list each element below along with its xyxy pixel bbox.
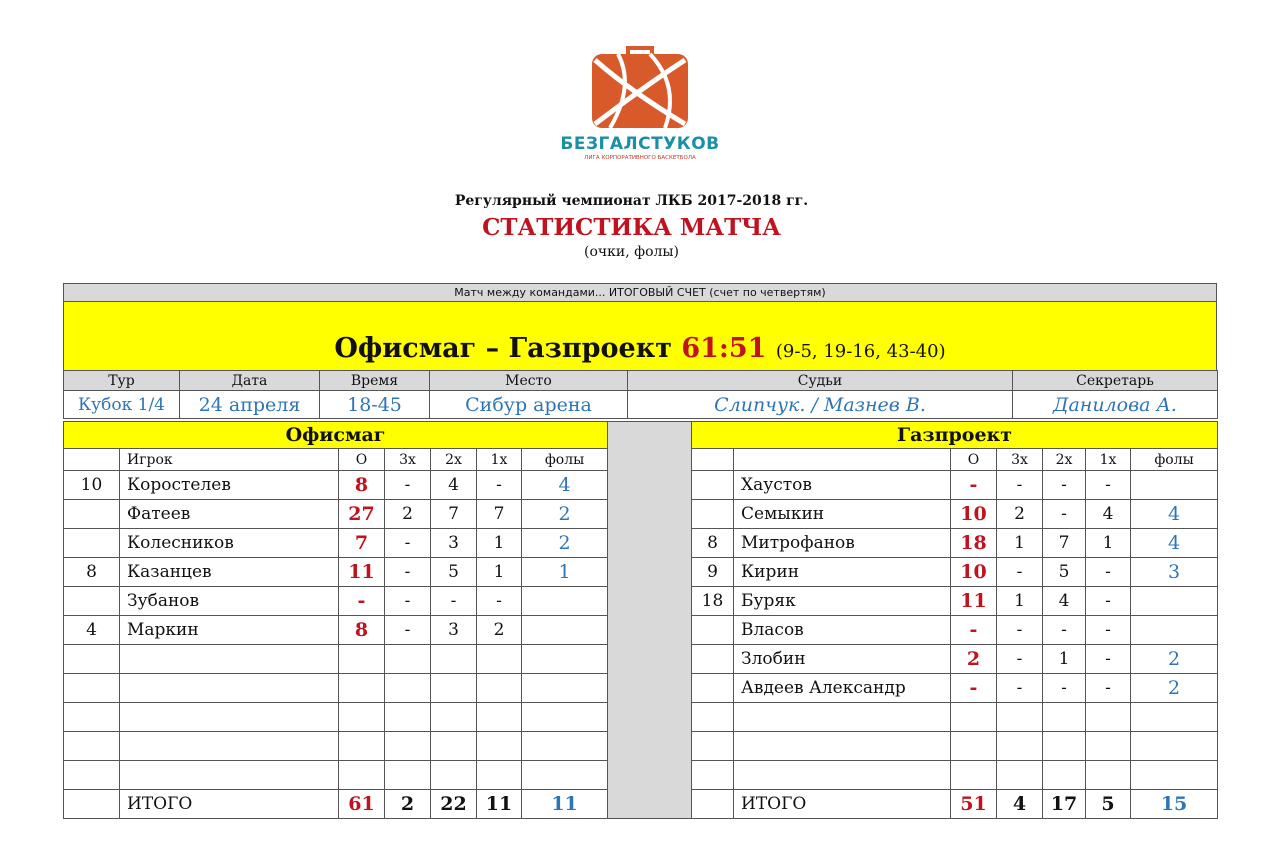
player-number xyxy=(692,471,734,500)
total-2pt: 17 xyxy=(1043,790,1086,819)
player-points: 8 xyxy=(339,616,385,645)
player-3pt: - xyxy=(385,558,431,587)
total-1pt: 5 xyxy=(1086,790,1131,819)
player-name xyxy=(734,732,951,761)
total-label: ИТОГО xyxy=(734,790,951,819)
player-row xyxy=(64,587,608,616)
player-fouls xyxy=(1131,471,1218,500)
tables-separator xyxy=(607,421,691,819)
left-team-stats xyxy=(63,421,608,819)
player-name xyxy=(120,761,339,790)
player-row xyxy=(692,471,1218,500)
player-points: 11 xyxy=(951,587,997,616)
player-name: Кирин xyxy=(734,558,951,587)
right-team-stats xyxy=(691,421,1218,819)
player-2pt xyxy=(431,761,477,790)
player-1pt: 1 xyxy=(477,529,522,558)
match-caption: Матч между командами... ИТОГОВЫЙ СЧЕТ (счет по четвертям) xyxy=(63,283,1217,302)
player-fouls: 3 xyxy=(1131,558,1218,587)
player-2pt xyxy=(1043,732,1086,761)
player-points xyxy=(339,732,385,761)
player-3pt: 2 xyxy=(997,500,1043,529)
player-number xyxy=(64,500,120,529)
player-number: 8 xyxy=(64,558,120,587)
total-label: ИТОГО xyxy=(120,790,339,819)
player-name: Фатеев xyxy=(120,500,339,529)
player-1pt: - xyxy=(1086,471,1131,500)
player-2pt xyxy=(431,703,477,732)
player-points: - xyxy=(951,471,997,500)
total-points: 51 xyxy=(951,790,997,819)
col-three: 3х xyxy=(385,449,431,471)
player-3pt xyxy=(385,761,431,790)
player-row xyxy=(64,732,608,761)
player-1pt: 7 xyxy=(477,500,522,529)
player-2pt xyxy=(1043,703,1086,732)
player-points: 2 xyxy=(951,645,997,674)
player-1pt xyxy=(477,732,522,761)
player-row xyxy=(64,616,608,645)
page-title: СТАТИСТИКА МАТЧА xyxy=(482,214,781,241)
player-row xyxy=(692,587,1218,616)
player-fouls xyxy=(522,587,608,616)
player-3pt: - xyxy=(997,674,1043,703)
player-points xyxy=(339,703,385,732)
player-number xyxy=(692,703,734,732)
player-points: 10 xyxy=(951,558,997,587)
total-fouls: 11 xyxy=(522,790,608,819)
col-three: 3х xyxy=(997,449,1043,471)
player-3pt xyxy=(385,732,431,761)
total-points: 61 xyxy=(339,790,385,819)
info-header-time: Время xyxy=(320,371,430,391)
player-name: Зубанов xyxy=(120,587,339,616)
player-number xyxy=(64,674,120,703)
player-fouls: 2 xyxy=(522,529,608,558)
player-fouls xyxy=(1131,703,1218,732)
player-row xyxy=(692,674,1218,703)
col-fouls: фолы xyxy=(522,449,608,471)
total-1pt: 11 xyxy=(477,790,522,819)
player-number xyxy=(64,529,120,558)
player-1pt xyxy=(477,703,522,732)
player-fouls xyxy=(1131,732,1218,761)
player-name: Коростелев xyxy=(120,471,339,500)
player-points xyxy=(339,645,385,674)
player-1pt xyxy=(1086,703,1131,732)
match-teams: Офисмаг – Газпроект xyxy=(334,333,672,364)
player-fouls: 4 xyxy=(1131,500,1218,529)
total-row xyxy=(64,790,608,819)
player-3pt: 1 xyxy=(997,529,1043,558)
player-number xyxy=(692,616,734,645)
player-points xyxy=(951,703,997,732)
player-3pt: 2 xyxy=(385,500,431,529)
player-points: - xyxy=(951,616,997,645)
player-1pt xyxy=(1086,732,1131,761)
player-3pt: - xyxy=(385,616,431,645)
player-name xyxy=(120,674,339,703)
player-name: Злобин xyxy=(734,645,951,674)
player-fouls xyxy=(1131,587,1218,616)
total-blank xyxy=(64,790,120,819)
player-name: Хаустов xyxy=(734,471,951,500)
col-fouls: фолы xyxy=(1131,449,1218,471)
player-number: 8 xyxy=(692,529,734,558)
player-1pt: 4 xyxy=(1086,500,1131,529)
player-number: 18 xyxy=(692,587,734,616)
player-2pt: 5 xyxy=(1043,558,1086,587)
info-round: Кубок 1/4 xyxy=(64,391,180,419)
info-header-round: Тур xyxy=(64,371,180,391)
player-name: Казанцев xyxy=(120,558,339,587)
player-3pt xyxy=(385,674,431,703)
player-number xyxy=(692,732,734,761)
info-header-date: Дата xyxy=(180,371,320,391)
player-number xyxy=(64,732,120,761)
player-2pt: 4 xyxy=(1043,587,1086,616)
player-fouls: 4 xyxy=(1131,529,1218,558)
player-2pt xyxy=(431,732,477,761)
info-venue: Сибур арена xyxy=(430,391,628,419)
player-2pt: - xyxy=(1043,471,1086,500)
player-1pt: 2 xyxy=(477,616,522,645)
player-2pt: 4 xyxy=(431,471,477,500)
player-name xyxy=(734,761,951,790)
player-row xyxy=(64,529,608,558)
player-points xyxy=(339,761,385,790)
player-number xyxy=(692,674,734,703)
player-fouls: 1 xyxy=(522,558,608,587)
col-number xyxy=(692,449,734,471)
col-points: О xyxy=(951,449,997,471)
player-name: Колесников xyxy=(120,529,339,558)
championship-title: Регулярный чемпионат ЛКБ 2017-2018 гг. xyxy=(454,193,809,209)
player-row xyxy=(64,500,608,529)
player-row xyxy=(692,500,1218,529)
player-2pt: - xyxy=(431,587,477,616)
brand-name: БЕЗГАЛСТУКОВ xyxy=(560,134,720,154)
player-2pt xyxy=(431,674,477,703)
player-1pt: - xyxy=(1086,587,1131,616)
player-fouls xyxy=(522,616,608,645)
total-3pt: 2 xyxy=(385,790,431,819)
basketball-logo-icon xyxy=(590,46,690,130)
player-fouls xyxy=(1131,761,1218,790)
player-fouls xyxy=(522,674,608,703)
player-number xyxy=(692,645,734,674)
info-referees: Слипчук. / Мазнев В. xyxy=(628,391,1013,419)
player-points: 7 xyxy=(339,529,385,558)
player-name: Семыкин xyxy=(734,500,951,529)
player-2pt: - xyxy=(1043,616,1086,645)
player-row xyxy=(692,703,1218,732)
player-points xyxy=(339,674,385,703)
info-time: 18-45 xyxy=(320,391,430,419)
player-1pt: - xyxy=(477,587,522,616)
player-number: 4 xyxy=(64,616,120,645)
info-header-referees: Судьи xyxy=(628,371,1013,391)
player-2pt: 7 xyxy=(431,500,477,529)
player-1pt xyxy=(1086,761,1131,790)
player-2pt: - xyxy=(1043,674,1086,703)
info-date: 24 апреля xyxy=(180,391,320,419)
info-header-secretary: Секретарь xyxy=(1013,371,1218,391)
player-1pt xyxy=(477,645,522,674)
player-1pt: 1 xyxy=(477,558,522,587)
total-fouls: 15 xyxy=(1131,790,1218,819)
info-secretary: Данилова А. xyxy=(1013,391,1218,419)
player-row xyxy=(692,761,1218,790)
player-number xyxy=(64,587,120,616)
total-blank xyxy=(692,790,734,819)
player-name: Маркин xyxy=(120,616,339,645)
player-2pt xyxy=(1043,761,1086,790)
player-fouls: 4 xyxy=(522,471,608,500)
final-score: 61:51 xyxy=(681,333,767,364)
col-number xyxy=(64,449,120,471)
player-name xyxy=(120,703,339,732)
player-3pt: - xyxy=(385,529,431,558)
player-fouls xyxy=(1131,616,1218,645)
player-1pt xyxy=(477,674,522,703)
player-name xyxy=(120,645,339,674)
match-box xyxy=(63,283,1217,419)
right-team-body xyxy=(692,422,1218,819)
player-name: Митрофанов xyxy=(734,529,951,558)
player-2pt: 5 xyxy=(431,558,477,587)
player-row xyxy=(64,558,608,587)
col-two: 2х xyxy=(431,449,477,471)
player-number xyxy=(64,703,120,732)
player-1pt xyxy=(477,761,522,790)
player-2pt: 3 xyxy=(431,529,477,558)
player-1pt: - xyxy=(477,471,522,500)
player-name: Власов xyxy=(734,616,951,645)
player-3pt xyxy=(997,732,1043,761)
total-row xyxy=(692,790,1218,819)
player-fouls: 2 xyxy=(1131,674,1218,703)
player-number xyxy=(692,761,734,790)
player-2pt xyxy=(431,645,477,674)
player-3pt: - xyxy=(997,616,1043,645)
player-row xyxy=(64,761,608,790)
brand-subtitle: ЛИГА КОРПОРАТИВНОГО БАСКЕТБОЛА xyxy=(584,155,696,161)
player-1pt: - xyxy=(1086,558,1131,587)
player-points: - xyxy=(951,674,997,703)
player-row xyxy=(692,732,1218,761)
player-points: 8 xyxy=(339,471,385,500)
player-2pt: - xyxy=(1043,500,1086,529)
info-header-venue: Место xyxy=(430,371,628,391)
player-2pt: 1 xyxy=(1043,645,1086,674)
player-points: - xyxy=(339,587,385,616)
player-points: 27 xyxy=(339,500,385,529)
player-row xyxy=(64,471,608,500)
player-fouls xyxy=(522,732,608,761)
page-subtitle: (очки, фолы) xyxy=(583,244,679,260)
player-row xyxy=(692,616,1218,645)
player-points xyxy=(951,761,997,790)
left-team-name: Офисмаг xyxy=(64,422,608,449)
player-number: 9 xyxy=(692,558,734,587)
col-one: 1х xyxy=(477,449,522,471)
player-row xyxy=(64,645,608,674)
col-two: 2х xyxy=(1043,449,1086,471)
player-3pt: - xyxy=(385,471,431,500)
player-name: Буряк xyxy=(734,587,951,616)
col-player xyxy=(734,449,951,471)
player-fouls xyxy=(522,703,608,732)
player-row xyxy=(692,529,1218,558)
right-team-table xyxy=(691,421,1218,819)
quarter-scores: (9-5, 19-16, 43-40) xyxy=(775,341,946,362)
player-name: Авдеев Александр xyxy=(734,674,951,703)
player-3pt: - xyxy=(385,587,431,616)
player-name xyxy=(734,703,951,732)
player-fouls xyxy=(522,645,608,674)
player-3pt: - xyxy=(997,645,1043,674)
score-banner xyxy=(63,302,1217,370)
player-fouls xyxy=(522,761,608,790)
player-number xyxy=(64,645,120,674)
left-team-body xyxy=(64,422,608,819)
left-team-table xyxy=(63,421,608,819)
player-1pt: - xyxy=(1086,616,1131,645)
player-fouls: 2 xyxy=(1131,645,1218,674)
player-3pt: - xyxy=(997,558,1043,587)
player-2pt: 7 xyxy=(1043,529,1086,558)
player-2pt: 3 xyxy=(431,616,477,645)
total-3pt: 4 xyxy=(997,790,1043,819)
player-3pt xyxy=(385,645,431,674)
total-2pt: 22 xyxy=(431,790,477,819)
player-row xyxy=(692,645,1218,674)
right-team-name: Газпроект xyxy=(692,422,1218,449)
player-points: 18 xyxy=(951,529,997,558)
player-name xyxy=(120,732,339,761)
player-row xyxy=(692,558,1218,587)
player-number: 10 xyxy=(64,471,120,500)
player-1pt: 1 xyxy=(1086,529,1131,558)
player-1pt: - xyxy=(1086,674,1131,703)
player-number xyxy=(64,761,120,790)
player-3pt xyxy=(997,703,1043,732)
player-3pt xyxy=(997,761,1043,790)
col-one: 1х xyxy=(1086,449,1131,471)
col-player: Игрок xyxy=(120,449,339,471)
player-points: 10 xyxy=(951,500,997,529)
player-fouls: 2 xyxy=(522,500,608,529)
player-row xyxy=(64,674,608,703)
player-3pt xyxy=(385,703,431,732)
player-3pt: - xyxy=(997,471,1043,500)
player-points xyxy=(951,732,997,761)
player-3pt: 1 xyxy=(997,587,1043,616)
player-1pt: - xyxy=(1086,645,1131,674)
player-row xyxy=(64,703,608,732)
player-points: 11 xyxy=(339,558,385,587)
match-info-table xyxy=(63,370,1218,419)
player-number xyxy=(692,500,734,529)
col-points: О xyxy=(339,449,385,471)
